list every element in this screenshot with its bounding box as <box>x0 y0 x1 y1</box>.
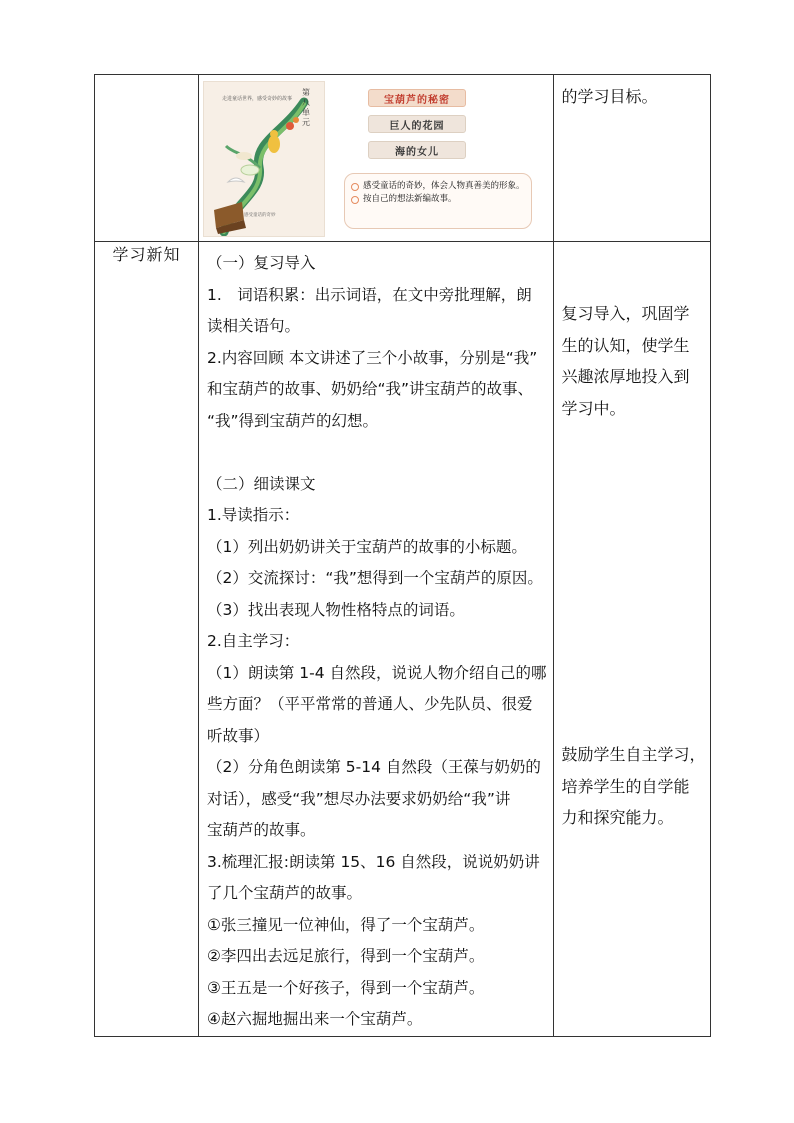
content-cell <box>199 242 554 1037</box>
note-cell <box>553 75 710 242</box>
section-label: 学习新知 <box>112 245 181 264</box>
goal-item: 按自己的想法新编故事。 <box>351 193 525 206</box>
content-line: 3.梳理汇报:朗读第 15、16 自然段，说说奶奶讲 <box>207 852 540 871</box>
lesson-title-tag: 宝葫芦的秘密 <box>368 89 466 107</box>
content-line: 2.自主学习： <box>207 632 300 650</box>
unit-cover-image <box>203 81 325 237</box>
note-line: 培养学生的自学能 <box>561 776 690 796</box>
content-line: 听故事） <box>207 726 270 745</box>
content-line: ③王五是一个好孩子，得到一个宝葫芦。 <box>207 978 485 997</box>
goal-item: 感受童话的奇妙，体会人物真善美的形象。 <box>351 180 525 193</box>
content-line: （一）复习导入 <box>207 254 316 272</box>
content-line: （二）细读课文 <box>207 474 316 493</box>
note-cell <box>553 242 710 1037</box>
content-line: ④赵六掘地掘出来一个宝葫芦。 <box>207 1010 423 1028</box>
lesson-content <box>199 242 553 1036</box>
content-line: （2）交流探讨：“我”想得到一个宝葫芦的原因。 <box>207 569 543 587</box>
content-line: （1）朗读第 1-4 自然段，说说人物介绍自己的哪 <box>207 663 547 682</box>
lesson-title-tag: 巨人的花园 <box>368 115 466 133</box>
lesson-plan-table <box>94 74 711 1037</box>
content-line: ①张三撞见一位神仙，得了一个宝葫芦。 <box>207 915 485 934</box>
content-line: （3）找出表现人物性格特点的词语。 <box>207 600 465 619</box>
content-line <box>207 437 547 469</box>
unit-label: 第八单元 <box>302 88 310 127</box>
note-line: 兴趣浓厚地投入到 <box>561 367 690 386</box>
unit-goals-box <box>344 173 532 229</box>
table-row <box>95 242 711 1037</box>
note-line: 复习导入，巩固学 <box>561 304 690 323</box>
illustration-cell <box>199 75 554 242</box>
content-line: 对话），感受“我”想尽办法要求奶奶给“我”讲 <box>207 789 511 808</box>
note-line: 的学习目标。 <box>561 87 658 106</box>
content-line: 1.导读指示： <box>207 506 300 524</box>
unit-illustration <box>203 81 546 237</box>
content-line: （1）列出奶奶讲关于宝葫芦的故事的小标题。 <box>207 537 527 556</box>
empty-label-cell <box>95 75 199 242</box>
content-line: 读相关语句。 <box>207 317 301 335</box>
unit-contents-panel <box>336 85 546 235</box>
note-line: 力和探究能力。 <box>561 808 674 827</box>
note-line: 学习中。 <box>561 398 626 418</box>
section-label-cell <box>95 242 199 1037</box>
cover-intro-text: 走进童话世界，感受奇妙的故事 <box>222 96 293 102</box>
content-line: “我”得到宝葫芦的幻想。 <box>207 411 379 430</box>
note-line: 生的认知，使学生 <box>561 335 690 355</box>
table-row <box>95 75 711 242</box>
content-line: 些方面？（平平常常的普通人、少先队员、很爱 <box>207 695 533 713</box>
content-line: 1. 词语积累：出示词语，在文中旁批理解，朗 <box>207 285 532 304</box>
lesson-title-tag: 海的女儿 <box>368 141 466 159</box>
note-line: 鼓励学生自主学习， <box>561 745 706 764</box>
content-line: 宝葫芦的故事。 <box>207 821 316 839</box>
cover-bottom-text: 感受童话的奇妙 <box>244 213 276 218</box>
content-line: ②李四出去远足旅行，得到一个宝葫芦。 <box>207 947 485 965</box>
content-line: （2）分角色朗读第 5-14 自然段（王葆与奶奶的 <box>207 758 541 776</box>
content-line: 了几个宝葫芦的故事。 <box>207 884 363 902</box>
content-line: 2.内容回顾 本文讲述了三个小故事，分别是“我” <box>207 348 538 367</box>
content-line: 和宝葫芦的故事、奶奶给“我”讲宝葫芦的故事、 <box>207 380 534 398</box>
